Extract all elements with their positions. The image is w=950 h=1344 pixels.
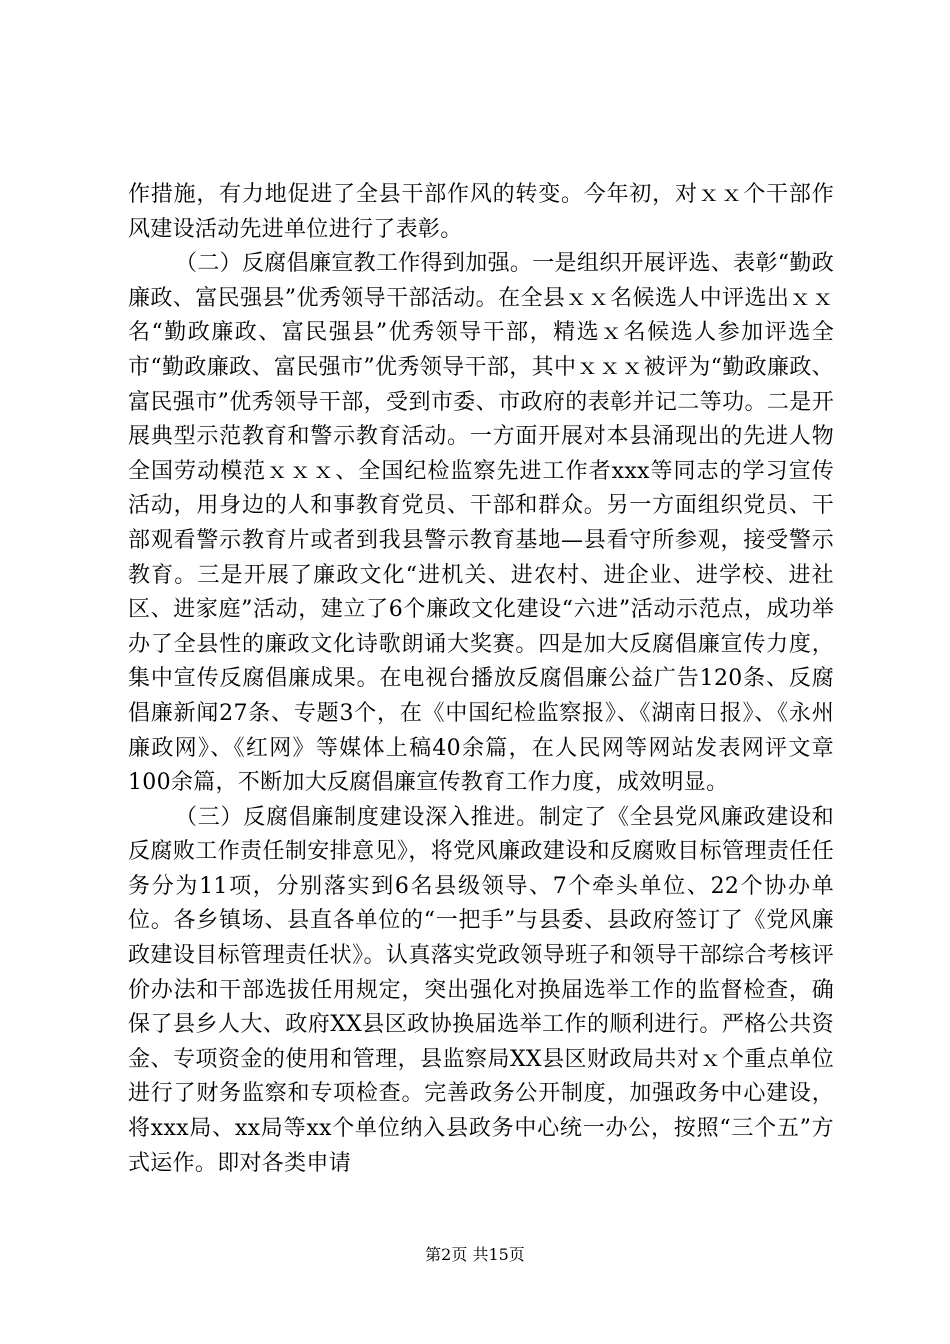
- paragraph-publicity-education: （二）反腐倡廉宣教工作得到加强。一是组织开展评选、表彰“勤政廉政、富民强县”优秀领导干部活动。在全县ｘｘ名候选人中评选出ｘｘ名“勤政廉政、富民强县”优秀领导干部，精选ｘ名候选人参加评选全市“勤政廉政、富民强市”优秀领导干部，其中ｘｘｘ被评为“勤政廉政、富民强市”优秀领导干部，受到市委、市政府的表彰并记二等功。二是开展典型示范教育和警示教育活动。一方面开展对本县涌现出的先进人物全国劳动模范ｘｘｘ、全国纪检监察先进工作者xxx等同志的学习宣传活动，用身边的人和事教育党员、干部和群众。另一方面组织党员、干部观看警示教育片或者到我县警示教育基地—县看守所参观，接受警示教育。三是开展了廉政文化“进机关、进农村、进企业、进学校、进社区、进家庭”活动，建立了6个廉政文化建设“六进”活动示范点，成功举办了全县性的廉政文化诗歌朗诵大奖赛。四是加大反腐倡廉宣传力度，集中宣传反腐倡廉成果。在电视台播放反腐倡廉公益广告120条、反腐倡廉新闻27条、专题3个，在《中国纪检监察报》、《湖南日报》、《永州廉政网》、《红网》等媒体上稿40余篇，在人民网等网站发表网评文章100余篇，不断加大反腐倡廉宣传教育工作力度，成效明显。: [128, 251, 834, 796]
- paragraph-continuation: 作措施，有力地促进了全县干部作风的转变。今年初，对ｘｘ个干部作风建设活动先进单位进行了表彰。: [128, 182, 834, 242]
- document-body: [128, 178, 834, 1181]
- page-number-footer: 第2页 共15页: [425, 1245, 525, 1264]
- paragraph-system-construction: （三）反腐倡廉制度建设深入推进。制定了《全县党风廉政建设和反腐败工作责任制安排意见》，将党风廉政建设和反腐败目标管理责任任务分为11项，分别落实到6名县级领导、7个牵头单位、22个协办单位。各乡镇场、县直各单位的“一把手”与县委、县政府签订了《党风廉政建设目标管理责任状》。认真落实党政领导班子和领导干部综合考核评价办法和干部选拔任用规定，突出强化对换届选举工作的监督检查，确保了县乡人大、政府XX县区政协换届选举工作的顺利进行。严格公共资金、专项资金的使用和管理，县监察局XX县区财政局共对ｘ个重点单位进行了财务监察和专项检查。完善政务公开制度，加强政务中心建设，将xxx局、xx局等xx个单位纳入县政务中心统一办公，按照“三个五”方式运作。即对各类申请: [128, 804, 834, 1176]
